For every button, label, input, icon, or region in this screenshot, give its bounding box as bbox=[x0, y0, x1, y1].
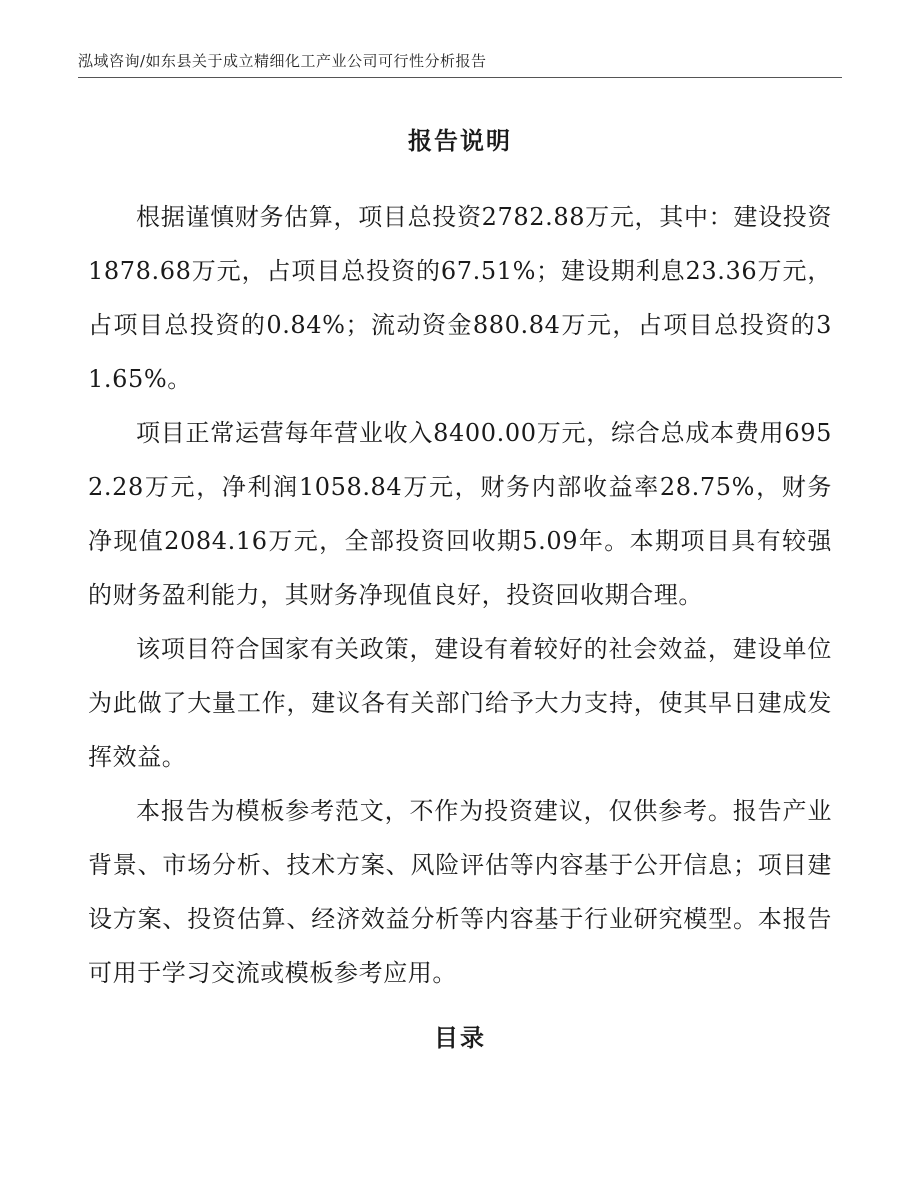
section-title: 报告说明 bbox=[408, 126, 512, 155]
paragraph-revenue: 项目正常运营每年营业收入8400.00万元，综合总成本费用6952.28万元，净利润1058.84万元，财务内部收益率28.75%，财务净现值2084.16万元，全部投资回收期5.09年。本期项目具有较强的财务盈利能力，其财务净现值良好，投资回收期合理。 bbox=[88, 419, 832, 609]
paragraph-disclaimer: 本报告为模板参考范文，不作为投资建议，仅供参考。报告产业背景、市场分析、技术方案、风险评估等内容基于公开信息；项目建设方案、投资估算、经济效益分析等内容基于行业研究模型。本报告可用于学习交流或模板参考应用。 bbox=[88, 797, 832, 987]
paragraph-investment: 根据谨慎财务估算，项目总投资2782.88万元，其中：建设投资1878.68万元，占项目总投资的67.51%；建设期利息23.36万元，占项目总投资的0.84%；流动资金880.84万元，占项目总投资的31.65%。 bbox=[88, 203, 832, 393]
report-body bbox=[88, 190, 832, 1000]
paragraph-policy: 该项目符合国家有关政策，建设有着较好的社会效益，建设单位为此做了大量工作，建议各有关部门给予大力支持，使其早日建成发挥效益。 bbox=[88, 635, 832, 771]
running-header: 泓域咨询/如东县关于成立精细化工产业公司可行性分析报告 bbox=[78, 52, 487, 70]
header-divider bbox=[78, 77, 842, 78]
toc-title: 目录 bbox=[434, 1023, 486, 1052]
